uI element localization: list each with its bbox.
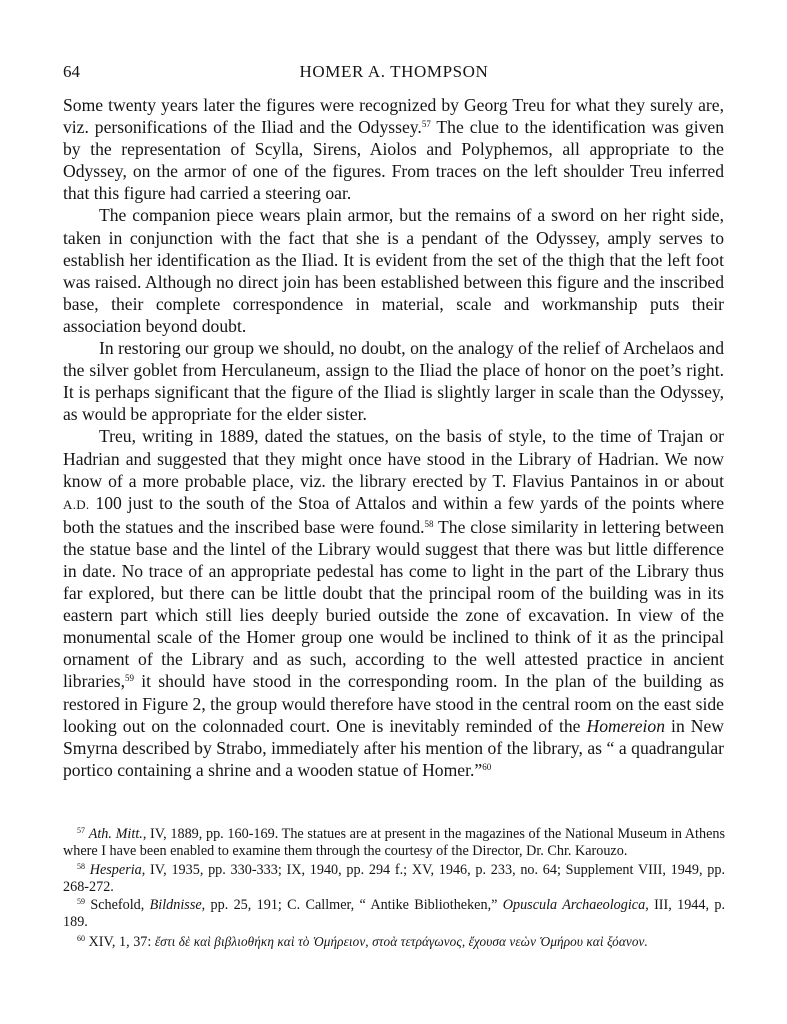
- homereion-term: Homereion: [586, 715, 666, 736]
- footnote-journal: Hesperia: [89, 861, 142, 878]
- page-header: [63, 62, 725, 84]
- paragraph-4: [63, 425, 724, 781]
- footnote-ref-57[interactable]: 57: [421, 119, 431, 130]
- footnote-ref-59[interactable]: 59: [125, 673, 135, 684]
- footnote-text: , IV, 1935, pp. 330-333; IX, 1940, pp. 294 f.; XV, 1946, p. 233, no. 64; Supplement VIII, 1949, pp. 268-272.: [63, 861, 725, 895]
- footnote-60: [63, 933, 725, 951]
- footnote-number: 58: [77, 861, 85, 871]
- paragraph-3: In restoring our group we should, no doubt, on the analogy of the relief of Archelaos and the silver goblet from Herculaneum, assign to the Iliad the place of honor on the poet’s right. It is perhaps significant that the figure of the Iliad is slightly larger in scale than the Odyssey, as would be appropriate for the elder sister.: [63, 338, 724, 425]
- footnote-journal: Ath. Mitt.: [88, 826, 143, 842]
- body-text: [63, 94, 724, 781]
- footnote-text: , IV, 1889, pp. 160-169. The statues are at present in the magazines of the National Museum in Athens where I have been enabled to examine them through the courtesy of the Director, Dr. Chr. Karouzo.: [63, 826, 726, 860]
- paragraph-4-text-a: Treu, writing in 1889, dated the statues, on the basis of style, to the time of Trajan or Hadrian and suggested that they might once have stood in the Library of Hadrian. We now know of a more probable place, viz. the library erected by T. Flavius Pantainos in or about: [63, 426, 724, 491]
- page-number: 64: [63, 62, 80, 81]
- greek-quotation: ἔστι δὲ καὶ βιβλιοθήκη καὶ τὸ Ὁμήρειον, στοὰ τετράγωνος, ἔχουσα νεὼν Ὁμήρου καὶ ξόανον.: [154, 933, 648, 949]
- paragraph-2: The companion piece wears plain armor, but the remains of a sword on her right side, taken in conjunction with the fact that she is a pendant of the Odyssey, amply serves to establish her identification as the Iliad. It is evident from the set of the thigh that the left foot was raised. Although no direct join has been established between this figure and the inscribed base, their complete correspondence in material, scale and workmanship puts their association beyond doubt.: [63, 205, 724, 336]
- footnote-text: XIV, 1, 37:: [85, 933, 155, 950]
- paragraph-4-text-e: in New Smyrna described by Strabo, immediately after his mention of the library, as “ a quadrangular portico containing a shrine and a wooden statue of Homer.”: [63, 715, 725, 780]
- paragraph-1-text-a: Some twenty years later the figures were recognized by Georg Treu for what they surely are, viz. personifications of the Iliad and the Odyssey.: [63, 95, 724, 138]
- footnote-text-c: , III, 1944, p. 189.: [63, 897, 725, 931]
- footnote-text-a: Schefold,: [85, 897, 150, 914]
- footnote-book: Bildnisse: [149, 897, 202, 914]
- paragraph-1-text-b: The clue to the identification was given by the representation of Scylla, Sirens, Aiolos and Polyphemos, all appropriate to the Odyssey, on the armor of one of the figures. From traces on the left shoulder Treu inferred that this figure had carried a steering oar.: [63, 117, 725, 204]
- running-head: HOMER A. THOMPSON: [299, 62, 489, 81]
- paragraph-4-text-c: The close similarity in lettering between the statue base and the lintel of the Library would suggest that there was but little difference in date. No trace of an appropriate pedestal has come to light in the part of the Library thus far explored, but there can be little doubt that the principal room of the building was in its eastern part which still lies deeply buried outside the zone of excavation. In view of the monumental scale of the Homer group one would be inclined to think of it as the principal ornament of the Library and as such, according to the well attested practice in ancient libraries,: [63, 516, 724, 692]
- footnote-57: [63, 826, 725, 861]
- paragraph-4-text-b: 100 just to the south of the Stoa of Attalos and within a few yards of the points where both the statues and the inscribed base were found.: [63, 492, 724, 537]
- footnote-journal: Opuscula Archaeologica: [502, 897, 646, 914]
- footnote-58: [63, 862, 725, 897]
- ad-abbreviation: A.D.: [63, 496, 90, 512]
- footnote-59: [63, 897, 725, 932]
- paragraph-1: [63, 94, 724, 204]
- footnote-ref-58[interactable]: 58: [424, 518, 434, 529]
- footnotes: [63, 826, 725, 952]
- paragraph-4-text-d: it should have stood in the corresponding room. In the plan of the building as restored in Figure 2, the group would therefore have stood in the central room on the east side looking out on the colonnaded court. One is inevitably reminded of the: [63, 671, 724, 736]
- footnote-number: 59: [77, 897, 85, 907]
- footnote-text-b: , pp. 25, 191; C. Callmer, “ Antike Bibliotheken,”: [201, 897, 503, 914]
- footnote-number: 60: [77, 933, 85, 943]
- footnote-ref-60[interactable]: 60: [482, 761, 492, 772]
- footnote-number: 57: [77, 826, 85, 835]
